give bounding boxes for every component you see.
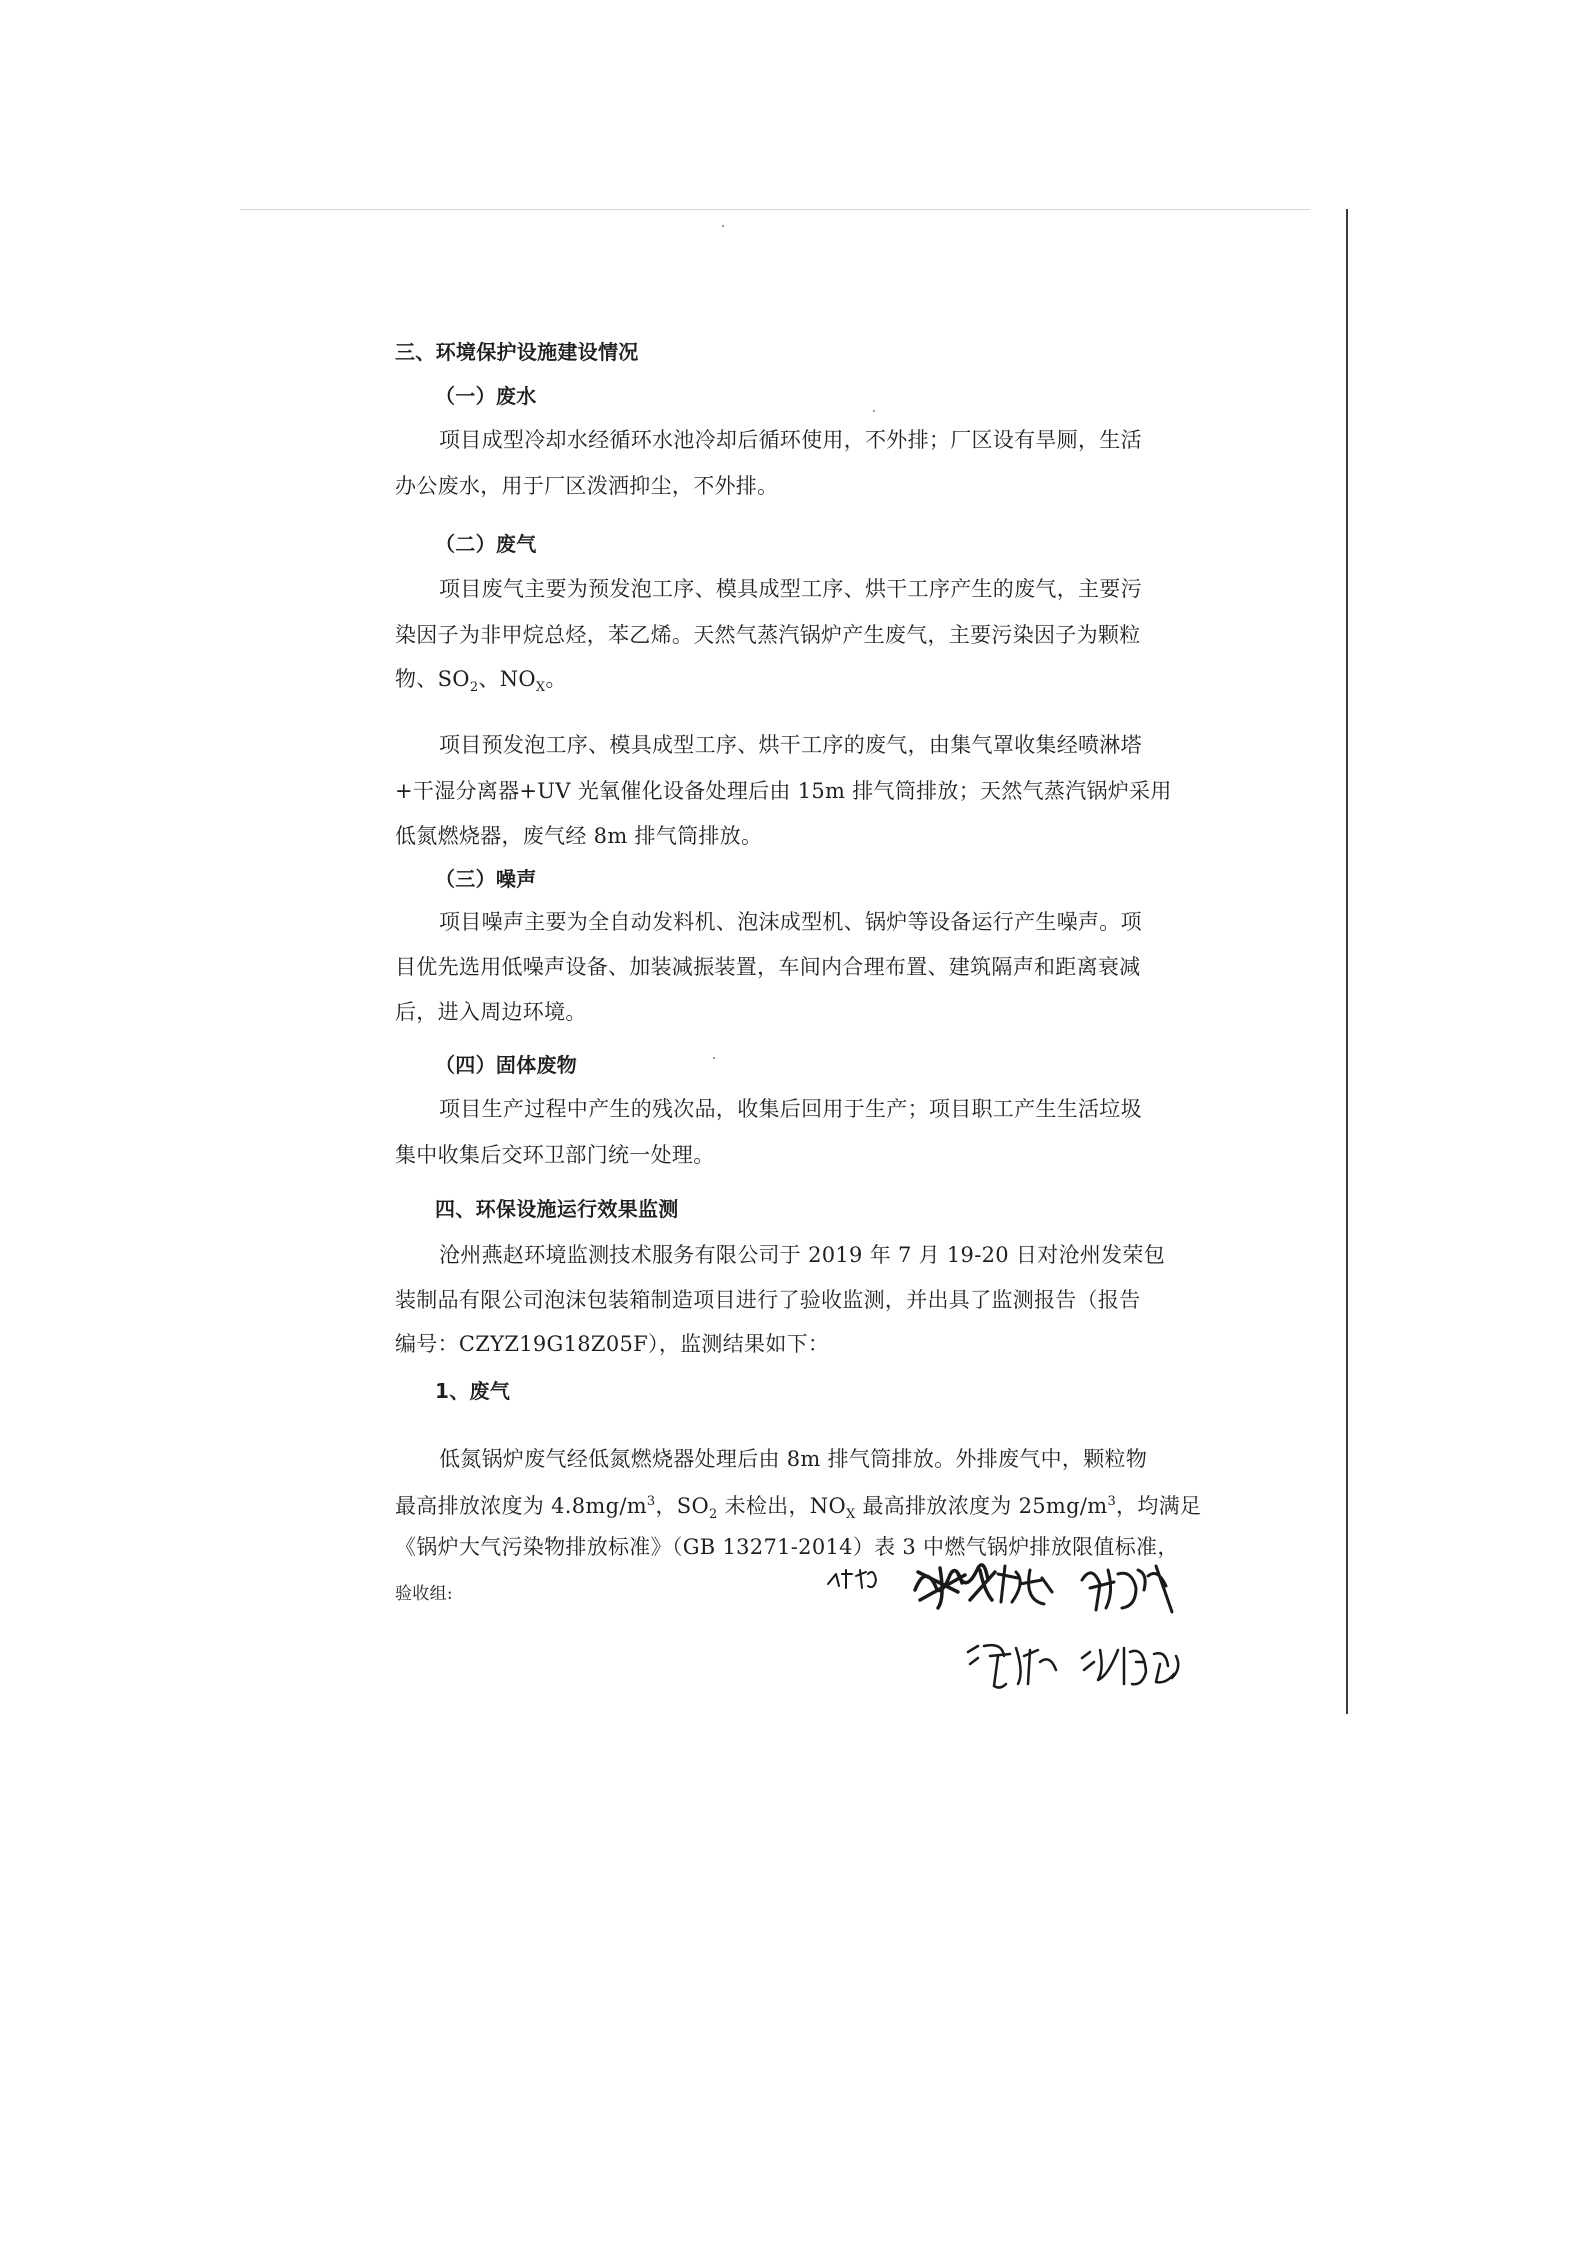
page-right-rule bbox=[1346, 209, 1348, 1714]
handwritten-signatures bbox=[820, 1560, 1240, 1710]
exhaust-p2-line: 项目预发泡工序、模具成型工序、烘干工序的废气，由集气罩收集经喷淋塔 bbox=[439, 733, 1142, 757]
subscript: 2 bbox=[469, 680, 479, 696]
section4-line: 装制品有限公司泡沫包装箱制造项目进行了验收监测，并出具了监测报告（报告 bbox=[395, 1288, 1141, 1312]
solid-waste-title: （四）固体废物 bbox=[435, 1053, 578, 1077]
subscript: X bbox=[535, 680, 546, 696]
section4-line: 编号：CZYZ19G18Z05F），监测结果如下： bbox=[395, 1332, 830, 1356]
scan-speck bbox=[713, 1057, 715, 1059]
acceptance-label: 验收组: bbox=[395, 1584, 453, 1604]
noise-line: 项目噪声主要为全自动发料机、泡沫成型机、锅炉等设备运行产生噪声。项 bbox=[439, 910, 1142, 934]
wastewater-line: 办公废水，用于厂区泼洒抑尘，不外排。 bbox=[395, 474, 779, 498]
item1-line: 《锅炉大气污染物排放标准》（GB 13271-2014）表 3 中燃气锅炉排放限值标准， bbox=[395, 1535, 1179, 1559]
text-run: 。 bbox=[545, 667, 567, 691]
subscript: 2 bbox=[709, 1507, 718, 1523]
text-run: 、NO bbox=[478, 667, 536, 691]
scan-speck bbox=[873, 410, 875, 412]
page-top-rule bbox=[240, 209, 1310, 210]
noise-title: （三）噪声 bbox=[435, 867, 537, 891]
superscript: 3 bbox=[1107, 1494, 1117, 1509]
text-run: ，SO bbox=[655, 1494, 710, 1518]
item1-line: 低氮锅炉废气经低氮燃烧器处理后由 8m 排气筒排放。外排废气中，颗粒物 bbox=[439, 1447, 1148, 1471]
text-run: 未检出，NO bbox=[717, 1494, 846, 1518]
text-run: ，均满足 bbox=[1116, 1494, 1202, 1518]
exhaust-p1-line bbox=[395, 665, 567, 702]
scan-speck bbox=[722, 225, 724, 227]
exhaust-p2-line: +干湿分离器+UV 光氧催化设备处理后由 15m 排气筒排放；天然气蒸汽锅炉采用 bbox=[395, 779, 1172, 803]
exhaust-p1-line: 染因子为非甲烷总烃，苯乙烯。天然气蒸汽锅炉产生废气，主要污染因子为颗粒 bbox=[395, 623, 1141, 647]
subscript: X bbox=[845, 1507, 856, 1523]
wastewater-title: （一）废水 bbox=[435, 384, 537, 408]
exhaust-title: （二）废气 bbox=[435, 532, 537, 556]
section4-line: 沧州燕赵环境监测技术服务有限公司于 2019 年 7 月 19-20 日对沧州发荣包 bbox=[439, 1243, 1165, 1267]
exhaust-p1-line: 项目废气主要为预发泡工序、模具成型工序、烘干工序产生的废气，主要污 bbox=[439, 577, 1142, 601]
wastewater-line: 项目成型冷却水经循环水池冷却后循环使用，不外排；厂区设有旱厕，生活 bbox=[439, 428, 1142, 452]
section3-heading: 三、环境保护设施建设情况 bbox=[395, 340, 639, 364]
text-run: 最高排放浓度为 25mg/m bbox=[855, 1494, 1108, 1518]
text-run: 物、SO bbox=[395, 667, 470, 691]
noise-line: 目优先选用低噪声设备、加装减振装置，车间内合理布置、建筑隔声和距离衰减 bbox=[395, 955, 1141, 979]
exhaust-p2-line: 低氮燃烧器，废气经 8m 排气筒排放。 bbox=[395, 824, 763, 848]
item1-line bbox=[395, 1488, 1201, 1529]
item1-title: 1、废气 bbox=[435, 1379, 511, 1403]
text-run: 最高排放浓度为 4.8mg/m bbox=[395, 1494, 647, 1518]
noise-line: 后，进入周边环境。 bbox=[395, 1000, 587, 1024]
solid-waste-line: 项目生产过程中产生的残次品，收集后回用于生产；项目职工产生生活垃圾 bbox=[439, 1097, 1142, 1121]
solid-waste-line: 集中收集后交环卫部门统一处理。 bbox=[395, 1143, 715, 1167]
superscript: 3 bbox=[646, 1494, 656, 1509]
section4-heading: 四、环保设施运行效果监测 bbox=[435, 1197, 679, 1221]
